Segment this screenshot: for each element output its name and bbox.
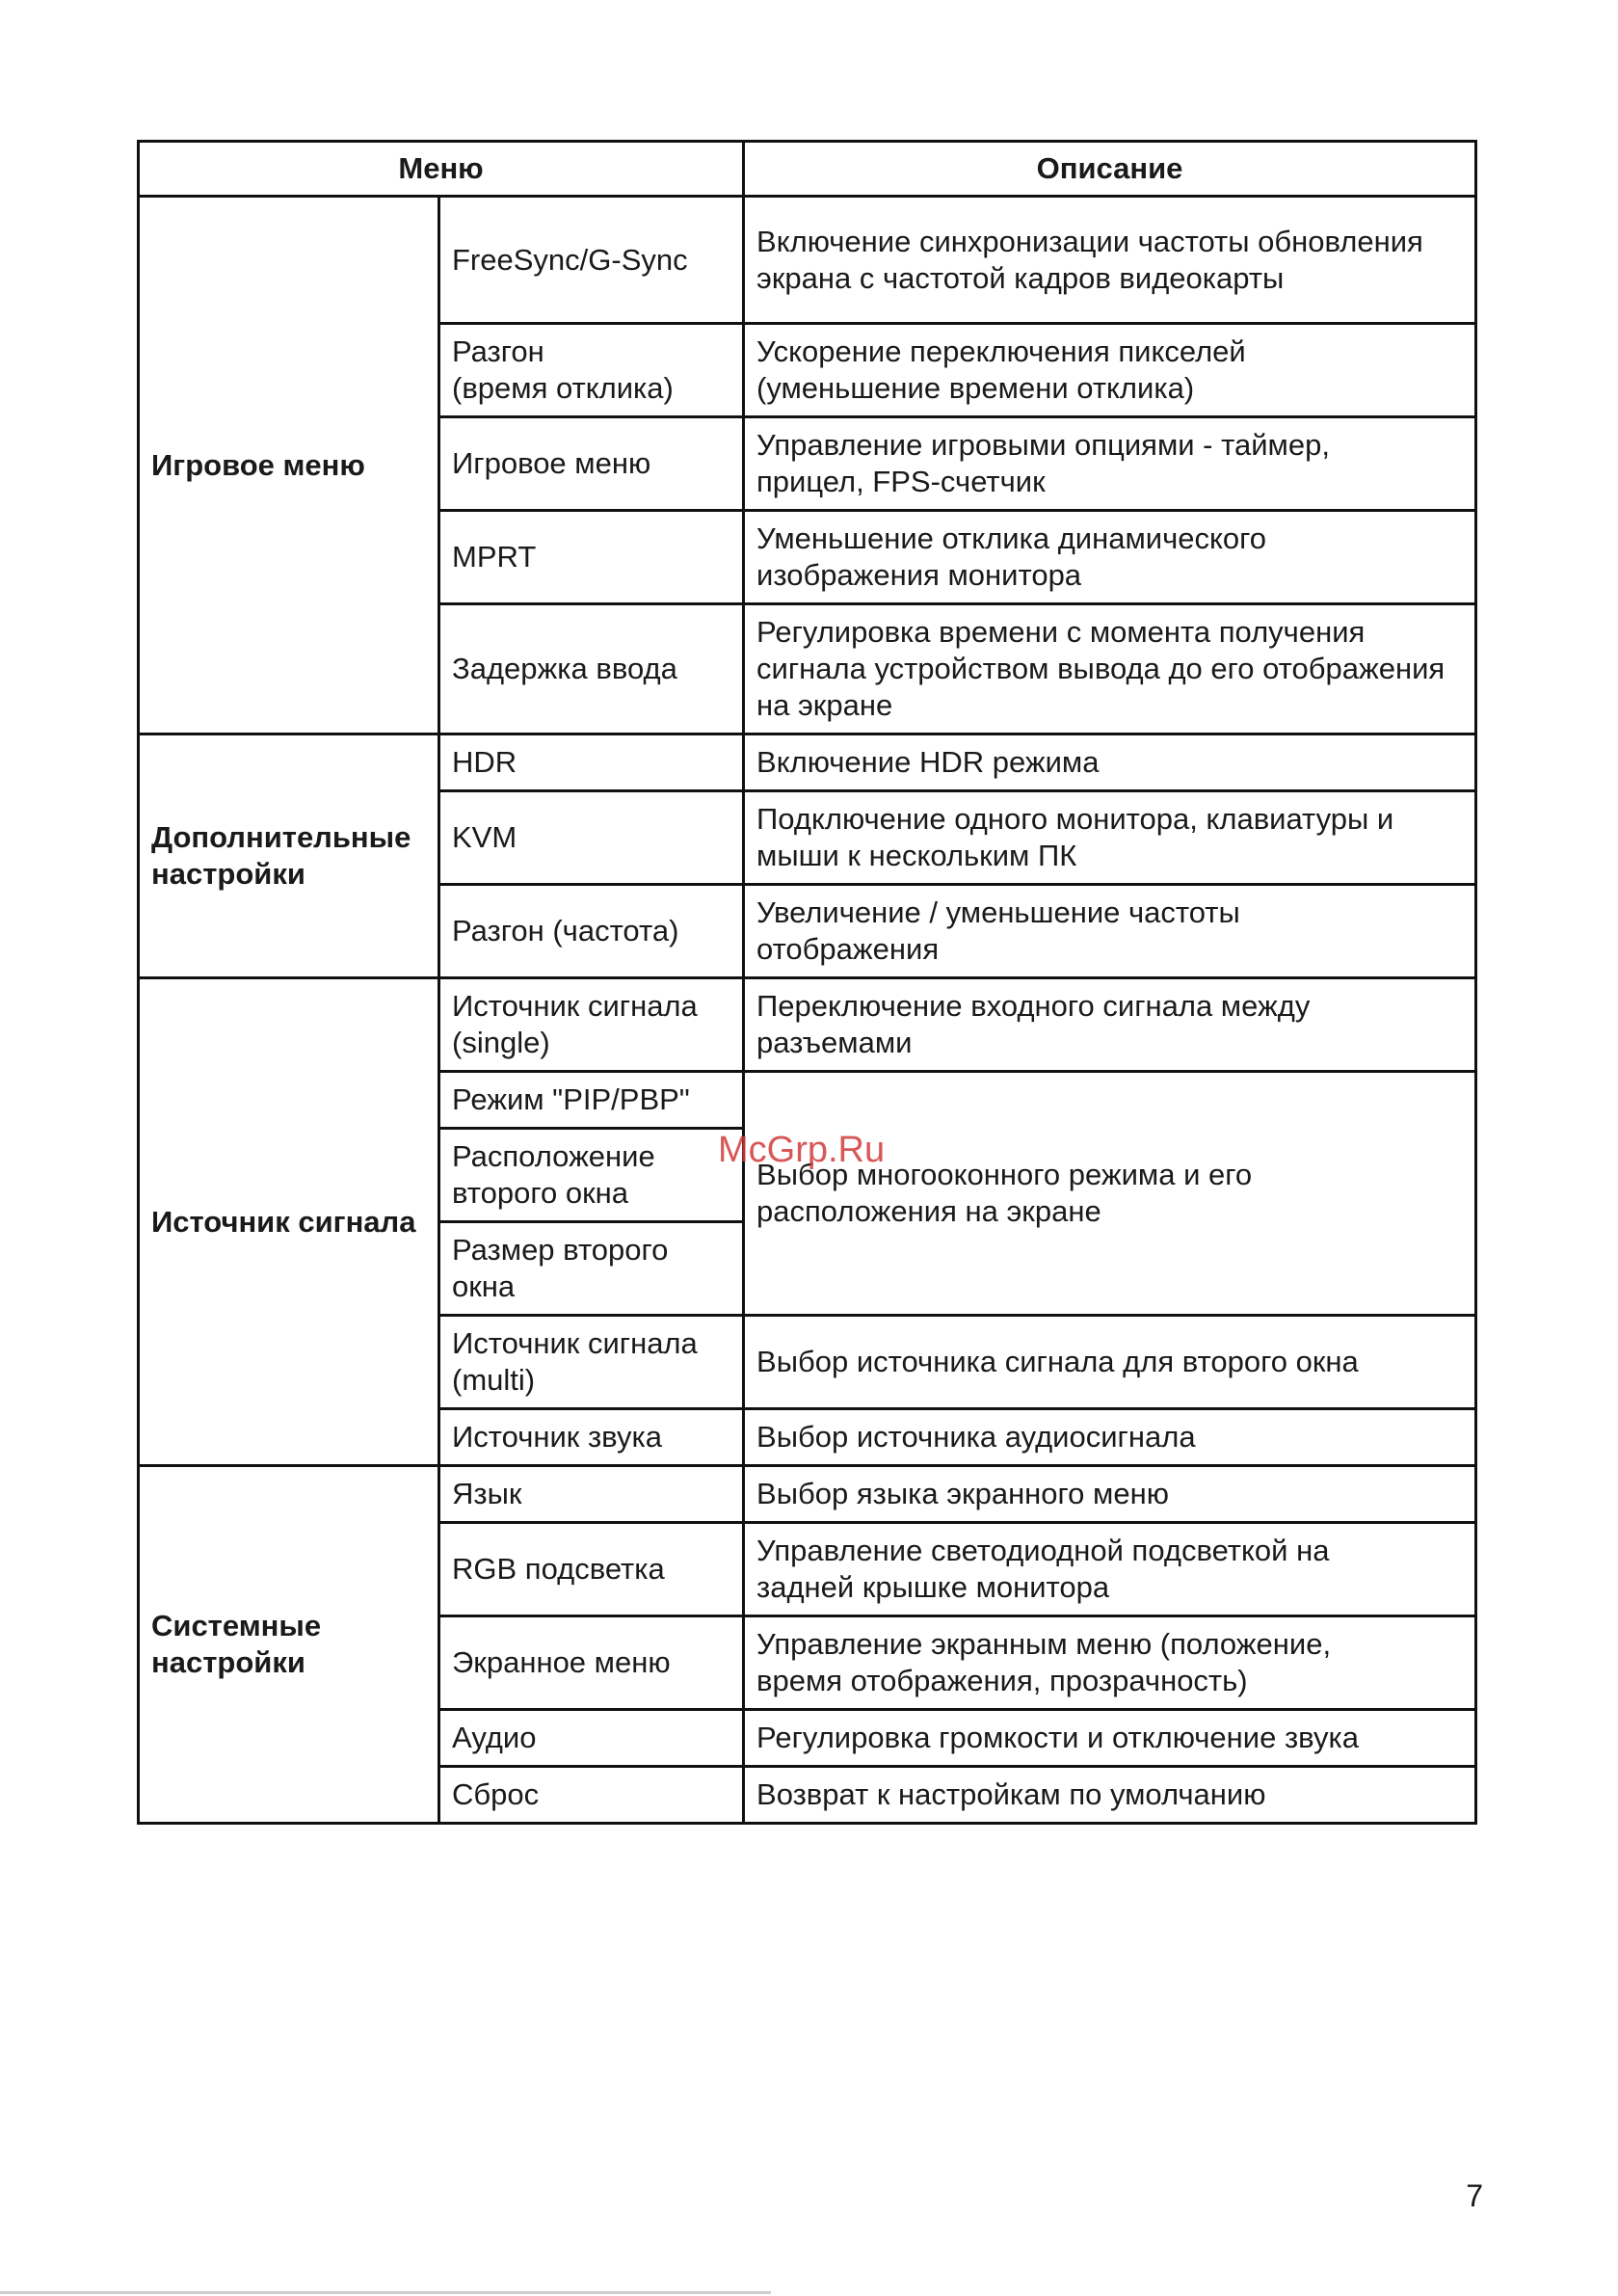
group-label: Системные настройки bbox=[139, 1466, 439, 1824]
row-item: Источник сигнала (multi) bbox=[439, 1316, 744, 1409]
row-item: Сброс bbox=[439, 1767, 744, 1824]
row-description: Включение HDR режима bbox=[744, 734, 1476, 791]
menu-description-table bbox=[137, 140, 1477, 1825]
row-description: Управление светодиодной подсветкой на задней крышке монитора bbox=[744, 1523, 1476, 1616]
row-item: Экранное меню bbox=[439, 1616, 744, 1710]
row-item: Режим "PIP/PBP" bbox=[439, 1072, 744, 1129]
table-row bbox=[139, 197, 1476, 324]
table-header-row bbox=[139, 142, 1476, 197]
row-description: Управление игровыми опциями - таймер, прицел, FPS-счетчик bbox=[744, 417, 1476, 511]
row-description: Уменьшение отклика динамического изображения монитора bbox=[744, 511, 1476, 604]
header-menu: Меню bbox=[139, 142, 744, 197]
row-item: Задержка ввода bbox=[439, 604, 744, 734]
row-item: Разгон (частота) bbox=[439, 885, 744, 978]
row-item: KVM bbox=[439, 791, 744, 885]
row-item: HDR bbox=[439, 734, 744, 791]
row-item: Источник звука bbox=[439, 1409, 744, 1466]
table-row bbox=[139, 978, 1476, 1072]
group-label: Дополнительные настройки bbox=[139, 734, 439, 978]
row-description: Включение синхронизации частоты обновления экрана с частотой кадров видеокарты bbox=[744, 197, 1476, 324]
row-item: MPRT bbox=[439, 511, 744, 604]
row-item: Язык bbox=[439, 1466, 744, 1523]
page-number: 7 bbox=[1466, 2178, 1483, 2213]
row-description: Регулировка громкости и отключение звука bbox=[744, 1710, 1476, 1767]
row-item: Разгон (время отклика) bbox=[439, 324, 744, 417]
header-description: Описание bbox=[744, 142, 1476, 197]
row-description: Регулировка времени с момента получения сигнала устройством вывода до его отображения на экране bbox=[744, 604, 1476, 734]
group-label: Источник сигнала bbox=[139, 978, 439, 1466]
row-description: Выбор источника аудиосигнала bbox=[744, 1409, 1476, 1466]
row-item: FreeSync/G-Sync bbox=[439, 197, 744, 324]
row-description: Выбор языка экранного меню bbox=[744, 1466, 1476, 1523]
row-item: Игровое меню bbox=[439, 417, 744, 511]
row-description: Управление экранным меню (положение, время отображения, прозрачность) bbox=[744, 1616, 1476, 1710]
row-description: Увеличение / уменьшение частоты отображения bbox=[744, 885, 1476, 978]
row-description: Выбор многооконного режима и его расположения на экране bbox=[744, 1072, 1476, 1316]
table-row bbox=[139, 1466, 1476, 1523]
row-item: Размер второго окна bbox=[439, 1222, 744, 1316]
row-item: RGB подсветка bbox=[439, 1523, 744, 1616]
row-description: Переключение входного сигнала между разъемами bbox=[744, 978, 1476, 1072]
row-description: Подключение одного монитора, клавиатуры и мыши к нескольким ПК bbox=[744, 791, 1476, 885]
bottom-rule bbox=[0, 2291, 771, 2294]
group-label: Игровое меню bbox=[139, 197, 439, 734]
watermark: McGrp.Ru bbox=[718, 1130, 886, 1170]
row-description: Выбор источника сигнала для второго окна bbox=[744, 1316, 1476, 1409]
row-item: Расположение второго окна bbox=[439, 1129, 744, 1222]
row-description: Возврат к настройкам по умолчанию bbox=[744, 1767, 1476, 1824]
table-row bbox=[139, 734, 1476, 791]
row-item: Источник сигнала (single) bbox=[439, 978, 744, 1072]
row-description: Ускорение переключения пикселей (уменьшение времени отклика) bbox=[744, 324, 1476, 417]
row-item: Аудио bbox=[439, 1710, 744, 1767]
